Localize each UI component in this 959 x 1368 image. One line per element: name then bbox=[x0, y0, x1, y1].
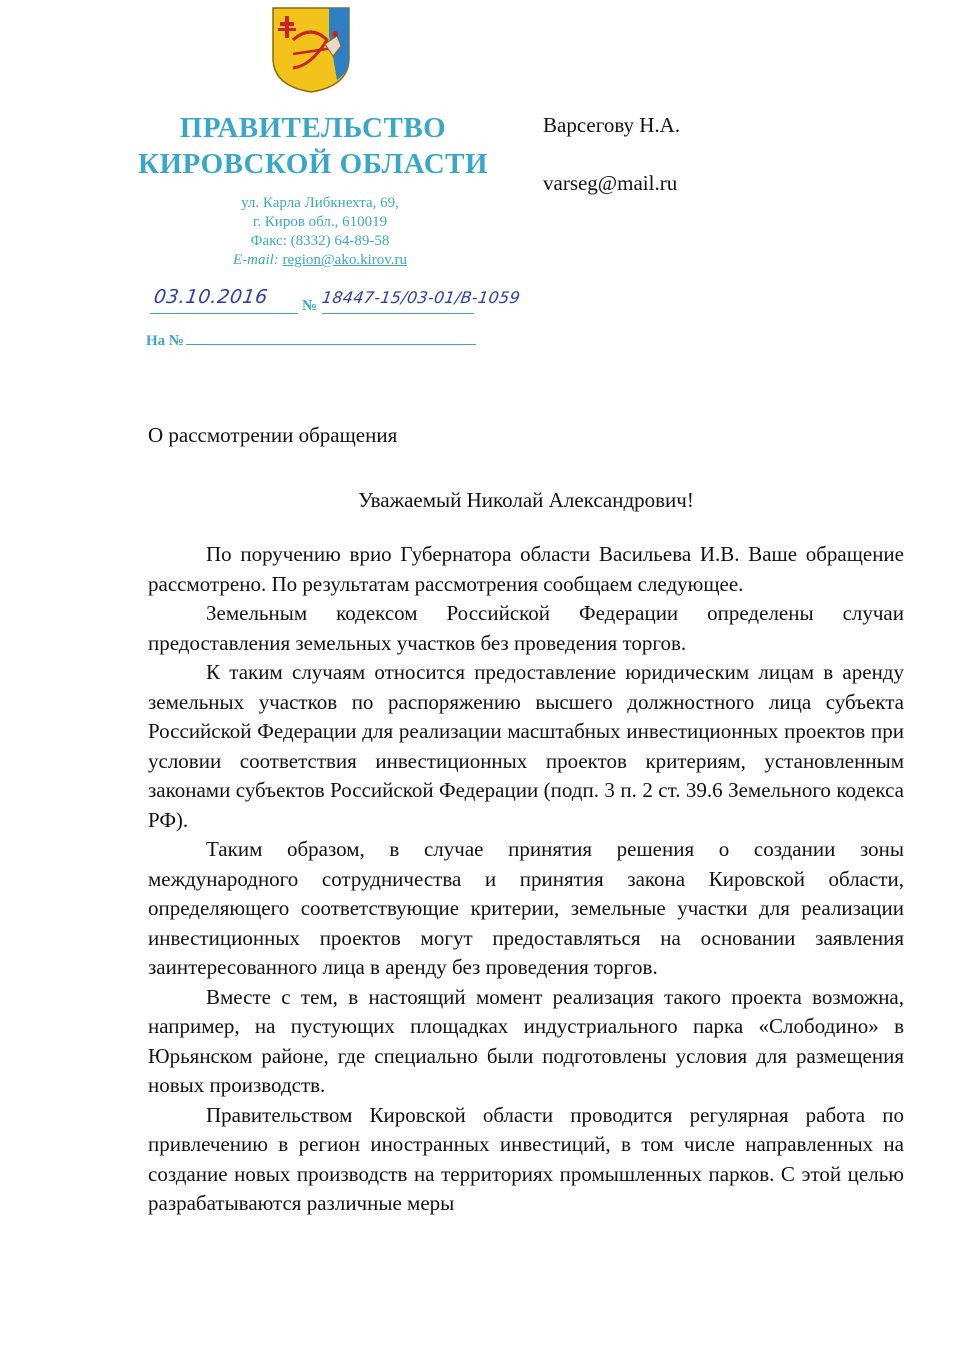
registration-date: 03.10.2016 bbox=[152, 286, 270, 308]
organization-address bbox=[200, 194, 440, 270]
kirov-coat-of-arms-icon bbox=[271, 6, 351, 94]
organization-name bbox=[128, 110, 498, 182]
letter-body bbox=[148, 540, 904, 1219]
body-paragraph: По поручению врио Губернатора области Васильева И.В. Ваше обращение рассмотрено. По результатам рассмотрения сообщаем следующее. bbox=[148, 542, 904, 596]
body-paragraph: К таким случаям относится предоставление юридическим лицам в аренду земельных участков по распоряжению высшего должностного лица субъекта Российской Федерации для реализации масштабных инвестиционных проектов при условии соответствия инвестиционных проектов критериям, установленным законами субъектов Российской Федерации (подп. 3 п. 2 ст. 39.6 Земельного кодекса РФ). bbox=[148, 660, 904, 832]
letter-greeting: Уважаемый Николай Александрович! bbox=[358, 488, 694, 512]
org-line-1: ПРАВИТЕЛЬСТВО bbox=[179, 112, 447, 144]
recipient-email: varseg@mail.ru bbox=[543, 171, 678, 195]
body-paragraph: Правительством Кировской области проводится регулярная работа по привлечению в регион иностранных инвестиций, в том числе направленных на создание новых производств на территориях промышленных парков. С этой целью разрабатываются различные меры bbox=[148, 1102, 904, 1215]
number-underline bbox=[322, 313, 474, 314]
letter-subject: О рассмотрении обращения bbox=[148, 423, 398, 447]
reference-line bbox=[146, 332, 476, 350]
email-line bbox=[200, 251, 440, 270]
address-line-2: г. Киров обл., 610019 bbox=[252, 214, 388, 230]
body-paragraph: Земельным кодексом Российской Федерации определены случаи предоставления земельных участков без проведения торгов. bbox=[148, 601, 904, 655]
number-label: № bbox=[302, 298, 318, 314]
reference-label: На № bbox=[146, 333, 184, 349]
org-line-2: КИРОВСКОЙ ОБЛАСТИ bbox=[137, 148, 489, 180]
date-underline bbox=[150, 313, 298, 314]
recipient-name: Варсегову Н.А. bbox=[543, 113, 681, 137]
email-label: E-mail: bbox=[232, 252, 279, 268]
body-paragraph: Таким образом, в случае принятия решения о создании зоны международного сотрудничества и принятия закона Кировской области, определяющего соответствующие критерии, земельные участки для реализации инвестиционных проектов могут предоставляться на основании заявления заинтересованного лица в аренду без проведения торгов. bbox=[148, 837, 904, 979]
registration-number: 18447-15/03-01/В-1059 bbox=[320, 288, 522, 307]
org-email-link[interactable]: region@ako.kirov.ru bbox=[282, 252, 408, 268]
body-paragraph: Вместе с тем, в настоящий момент реализация такого проекта возможна, например, на пустующих площадках индустриального парка «Слободино» в Юрьянском районе, где специально были подготовлены условия для размещения новых производств. bbox=[148, 984, 904, 1097]
registration-block bbox=[150, 286, 522, 326]
recipient-block bbox=[543, 111, 680, 197]
reference-underline bbox=[186, 332, 476, 345]
address-line-1: ул. Карла Либкнехта, 69, bbox=[241, 195, 399, 211]
fax-line: Факс: (8332) 64-89-58 bbox=[250, 233, 390, 249]
